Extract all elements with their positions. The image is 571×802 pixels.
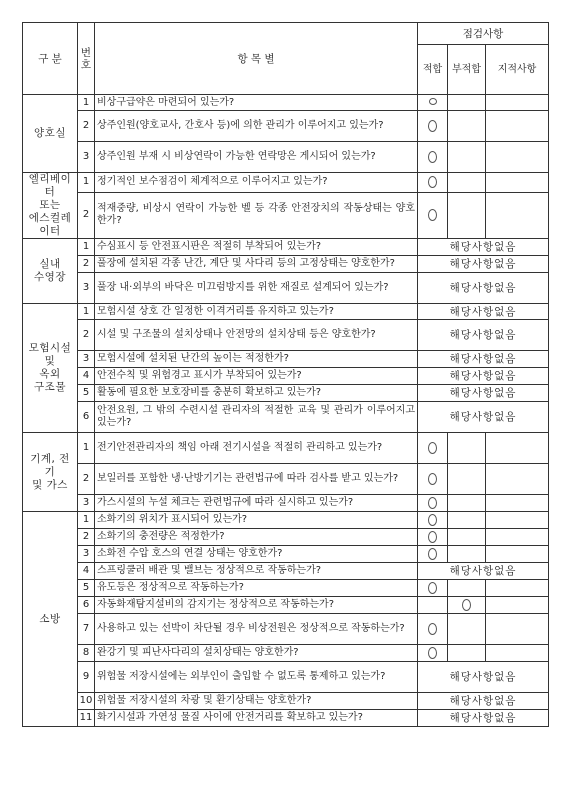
circle-check-mark [428,514,437,526]
check-item-text: 가스시설의 누설 체크는 관련법규에 따라 실시하고 있는가? [95,495,418,512]
check-item-text: 위험물 저장시설의 차광 및 환기상태는 양호한가? [95,693,418,710]
not-applicable-note: 해당사항없음 [418,368,549,385]
row-number: 5 [78,385,95,402]
circle-check-mark [428,176,437,188]
not-ok-cell [448,495,486,512]
table-row [23,111,549,142]
not-applicable-note: 해당사항없음 [418,710,549,727]
remark-cell [486,529,549,546]
ok-cell [418,173,448,193]
header-items: 항 목 별 [95,23,418,95]
not-applicable-note: 해당사항없음 [418,563,549,580]
table-row [23,385,549,402]
circle-check-mark [428,120,437,132]
row-number: 3 [78,142,95,173]
circle-check-mark [428,548,437,560]
remark-cell [486,614,549,645]
circle-check-mark [428,473,437,485]
not-ok-cell [448,173,486,193]
header-number-text: 번 호 [80,46,92,71]
not-applicable-note: 해당사항없음 [418,320,549,351]
check-item-text: 소화기의 충전량은 적정한가? [95,529,418,546]
check-item-text: 소화전 수압 호스의 연결 상태는 양호한가? [95,546,418,563]
check-item-text: 화기시설과 가연성 물질 사이에 안전거리를 확보하고 있는가? [95,710,418,727]
remark-cell [486,512,549,529]
ok-cell [418,580,448,597]
row-number: 3 [78,495,95,512]
header-inspection: 점검사항 [418,23,549,45]
row-number: 1 [78,173,95,193]
row-number: 7 [78,614,95,645]
ok-cell [418,512,448,529]
table-row [23,239,549,256]
not-ok-cell [448,580,486,597]
circle-check-mark [428,623,437,635]
row-number: 4 [78,563,95,580]
row-number: 3 [78,546,95,563]
table-row [23,351,549,368]
check-item-text: 상주인원(양호교사, 간호사 등)에 의한 관리가 이루어지고 있는가? [95,111,418,142]
row-number: 9 [78,662,95,693]
check-item-text: 소화기의 위치가 표시되어 있는가? [95,512,418,529]
not-ok-cell [448,464,486,495]
not-ok-cell [448,142,486,173]
check-item-text: 완강기 및 피난사다리의 설치상태는 양호한가? [95,645,418,662]
circle-check-mark [428,442,437,454]
row-number: 6 [78,402,95,433]
not-ok-cell [448,546,486,563]
not-applicable-note: 해당사항없음 [418,662,549,693]
check-item-text: 비상구급약은 마련되어 있는가? [95,95,418,111]
check-item-text: 위험물 저장시설에는 외부인이 출입할 수 없도록 통제하고 있는가? [95,662,418,693]
table-row [23,693,549,710]
row-number: 1 [78,512,95,529]
ok-cell [418,95,448,111]
check-item-text: 스프링쿨러 배관 및 밸브는 정상적으로 작동하는가? [95,563,418,580]
not-ok-cell [448,645,486,662]
not-applicable-note: 해당사항없음 [418,351,549,368]
not-ok-cell [448,614,486,645]
table-row [23,402,549,433]
table-row [23,368,549,385]
checklist-table [22,22,549,727]
table-row [23,464,549,495]
row-number: 5 [78,580,95,597]
row-number: 3 [78,273,95,304]
table-row [23,580,549,597]
row-number: 1 [78,304,95,320]
check-item-text: 모험시설에 설치된 난간의 높이는 적정한가? [95,351,418,368]
ok-cell [418,433,448,464]
ok-cell [418,614,448,645]
not-applicable-note: 해당사항없음 [418,304,549,320]
table-row [23,495,549,512]
header-category: 구 분 [23,23,78,95]
table-row [23,512,549,529]
table-row [23,173,549,193]
table-row [23,563,549,580]
circle-check-mark [428,151,437,163]
row-number: 2 [78,111,95,142]
header-ok: 적합 [418,45,448,95]
row-number: 1 [78,433,95,464]
remark-cell [486,433,549,464]
table-row [23,304,549,320]
check-item-text: 모험시설 상호 간 일정한 이격거리를 유지하고 있는가? [95,304,418,320]
ok-cell [418,546,448,563]
table-row [23,614,549,645]
circle-check-mark [428,497,437,509]
circle-check-mark [428,209,437,221]
circle-check-mark [428,647,437,659]
circle-check-mark [428,582,437,594]
table-row [23,529,549,546]
check-item-text: 사용하고 있는 선박이 차단될 경우 비상전원은 정상적으로 작동하는가? [95,614,418,645]
row-number: 2 [78,256,95,273]
row-number: 8 [78,645,95,662]
category-health-room: 양호실 [23,95,78,173]
table-row [23,273,549,304]
circle-check-mark [462,599,471,611]
remark-cell [486,192,549,238]
not-ok-cell [448,597,486,614]
row-number: 3 [78,351,95,368]
remark-cell [486,142,549,173]
table-row [23,320,549,351]
table-row [23,546,549,563]
row-number: 1 [78,239,95,256]
category-fire-safety: 소방 [23,512,78,727]
header-number [78,23,95,95]
checklist-body [23,95,549,727]
row-number: 6 [78,597,95,614]
not-applicable-note: 해당사항없음 [418,385,549,402]
check-item-text: 안전수칙 및 위험경고 표시가 부착되어 있는가? [95,368,418,385]
ok-cell [418,495,448,512]
remark-cell [486,464,549,495]
not-applicable-note: 해당사항없음 [418,239,549,256]
table-row [23,95,549,111]
row-number: 10 [78,693,95,710]
check-item-text: 안전요원, 그 밖의 수련시설 관리자의 적절한 교육 및 관리가 이루어지고 있는가? [95,402,418,433]
check-item-text: 시설 및 구조물의 설치상태나 안전망의 설치상태 등은 양호한가? [95,320,418,351]
remark-cell [486,173,549,193]
check-item-text: 풀장 내·외부의 바닥은 미끄럼방지를 위한 재질로 설계되어 있는가? [95,273,418,304]
ok-cell [418,529,448,546]
check-item-text: 수심표시 등 안전표시판은 적절히 부착되어 있는가? [95,239,418,256]
header-not-ok: 부적합 [448,45,486,95]
row-number: 1 [78,95,95,111]
not-ok-cell [448,512,486,529]
table-row [23,142,549,173]
inspection-checklist-sheet [22,22,548,727]
ok-cell [418,192,448,238]
check-item-text: 전기안전관리자의 책임 아래 전기시설을 적절히 관리하고 있는가? [95,433,418,464]
not-applicable-note: 해당사항없음 [418,693,549,710]
not-applicable-note: 해당사항없음 [418,256,549,273]
check-item-text: 풀장에 설치된 각종 난간, 계단 및 사다리 등의 고정상태는 양호한가? [95,256,418,273]
circle-check-mark [429,98,437,105]
category-adventure-facility: 모험시설 및 옥외 구조물 [23,304,78,433]
category-elevator: 엘리베이터 또는 에스컬레이터 [23,173,78,239]
header-remark: 지적사항 [486,45,549,95]
not-ok-cell [448,433,486,464]
not-applicable-note: 해당사항없음 [418,402,549,433]
row-number: 4 [78,368,95,385]
table-row [23,433,549,464]
ok-cell [418,464,448,495]
table-row [23,597,549,614]
check-item-text: 상주인원 부재 시 비상연락이 가능한 연락망은 게시되어 있는가? [95,142,418,173]
not-applicable-note: 해당사항없음 [418,273,549,304]
not-ok-cell [448,192,486,238]
table-row [23,710,549,727]
ok-cell [418,597,448,614]
row-number: 2 [78,529,95,546]
category-indoor-pool: 실내 수영장 [23,239,78,304]
circle-check-mark [428,531,437,543]
remark-cell [486,597,549,614]
ok-cell [418,142,448,173]
table-row [23,645,549,662]
remark-cell [486,111,549,142]
check-item-text: 활동에 필요한 보호장비를 충분히 확보하고 있는가? [95,385,418,402]
row-number: 11 [78,710,95,727]
remark-cell [486,580,549,597]
check-item-text: 보일러를 포함한 냉·난방기기는 관련법규에 따라 검사를 받고 있는가? [95,464,418,495]
table-row [23,192,549,238]
check-item-text: 적재중량, 비상시 연락이 가능한 벨 등 각종 안전장치의 작동상태는 양호한가? [95,192,418,238]
row-number: 2 [78,464,95,495]
not-ok-cell [448,95,486,111]
row-number: 2 [78,192,95,238]
ok-cell [418,111,448,142]
row-number: 2 [78,320,95,351]
not-ok-cell [448,111,486,142]
check-item-text: 유도등은 정상적으로 작동하는가? [95,580,418,597]
remark-cell [486,645,549,662]
check-item-text: 자동화재탐지설비의 감지기는 정상적으로 작동하는가? [95,597,418,614]
ok-cell [418,645,448,662]
check-item-text: 정기적인 보수점검이 체계적으로 이루어지고 있는가? [95,173,418,193]
not-ok-cell [448,529,486,546]
remark-cell [486,495,549,512]
table-row [23,662,549,693]
category-machinery-electric-gas: 기계, 전기 및 가스 [23,433,78,512]
remark-cell [486,95,549,111]
remark-cell [486,546,549,563]
table-row [23,256,549,273]
